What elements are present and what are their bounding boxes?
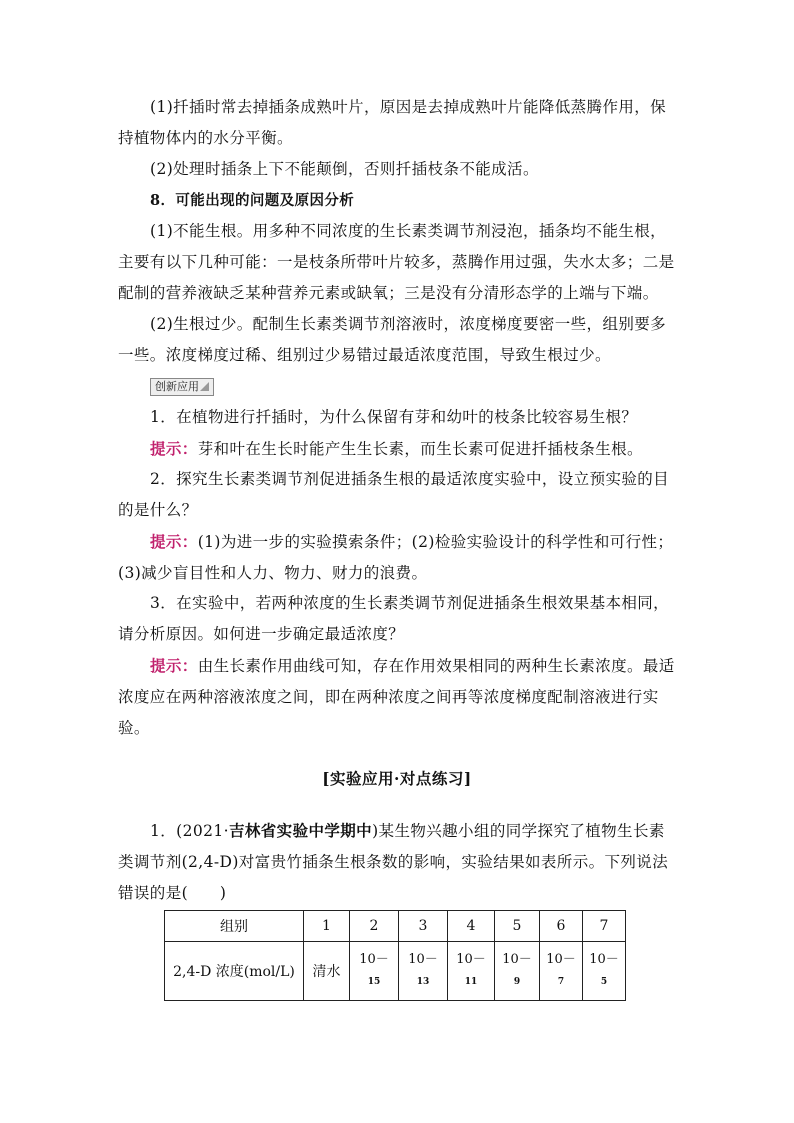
concentration-exponent: 13 bbox=[416, 977, 430, 987]
answer-3 bbox=[118, 650, 678, 744]
concentration-base: 10－ bbox=[546, 952, 576, 967]
table-row bbox=[165, 942, 626, 1001]
concentration-exponent: 15 bbox=[367, 977, 381, 987]
hint-label: 提示： bbox=[150, 656, 198, 675]
table-cell: 6 bbox=[540, 911, 583, 942]
concentration-base: 10－ bbox=[502, 952, 532, 967]
table-cell bbox=[350, 942, 399, 1001]
table-cell bbox=[495, 942, 540, 1001]
table-cell: 5 bbox=[495, 911, 540, 942]
concentration-exponent: 7 bbox=[557, 977, 565, 987]
concentration-base: 10－ bbox=[359, 952, 389, 967]
concentration-base: 10－ bbox=[456, 952, 486, 967]
badge-label: 创新应用 bbox=[155, 380, 199, 393]
innovation-badge bbox=[150, 378, 214, 396]
table-header-cell: 组别 bbox=[165, 911, 304, 942]
badge-corner-icon bbox=[200, 382, 209, 391]
question-stem: )某生物兴趣小组的同学探究了植物生长素类调节剂(2,4-D)对富贵竹插条生根条数的影响，实验结果如表所示。下列说法错误的是( ) bbox=[118, 822, 669, 902]
hint-label: 提示： bbox=[150, 439, 198, 458]
answer-text: (1)为进一步的实验摸索条件；(2)检验实验设计的科学性和可行性；(3)减少盲目性和人力、物力、财力的浪费。 bbox=[118, 533, 674, 582]
table-cell: 7 bbox=[583, 911, 626, 942]
section-8-paragraph-1: (1)不能生根。用多种不同浓度的生长素类调节剂浸泡，插条均不能生根，主要有以下几种可能：一是枝条所带叶片较多，蒸腾作用过强，失水太多；二是配制的营养液缺乏某种营养元素或缺氧；三是没有分清形态学的上端与下端。 bbox=[118, 222, 675, 302]
answer-1 bbox=[118, 433, 678, 465]
question-2: 2．探究生长素类调节剂促进插条生根的最适浓度实验中，设立预实验的目的是什么？ bbox=[118, 470, 670, 519]
answer-2 bbox=[118, 526, 678, 589]
table-cell: 4 bbox=[448, 911, 495, 942]
table-cell: 2 bbox=[350, 911, 399, 942]
concentration-exponent: 5 bbox=[600, 977, 608, 987]
table-header-cell: 2,4-D 浓度(mol/L) bbox=[165, 942, 304, 1001]
table-cell bbox=[583, 942, 626, 1001]
section-8-heading: 8．可能出现的问题及原因分析 bbox=[150, 192, 355, 209]
experiment-table bbox=[164, 910, 626, 1001]
concentration-base: 10－ bbox=[408, 952, 438, 967]
note-1: (1)扦插时常去掉插条成熟叶片，原因是去掉成熟叶片能降低蒸腾作用，保持植物体内的水分平衡。 bbox=[118, 98, 667, 147]
question-source: 吉林省实验中学期中 bbox=[228, 821, 373, 840]
table-cell: 3 bbox=[399, 911, 448, 942]
answer-text: 芽和叶在生长时能产生生长素，而生长素可促进扦插枝条生根。 bbox=[197, 440, 643, 458]
table-cell bbox=[540, 942, 583, 1001]
note-2: (2)处理时插条上下不能颠倒，否则扦插枝条不能成活。 bbox=[150, 160, 539, 178]
exercise-question-1 bbox=[118, 815, 678, 909]
answer-text: 由生长素作用曲线可知，存在作用效果相同的两种生长素浓度。最适浓度应在两种溶液浓度之间，即在两种浓度之间再等浓度梯度配制溶液进行实验。 bbox=[118, 657, 675, 737]
table-cell: 清水 bbox=[304, 942, 350, 1001]
question-prefix: 1．(2021· bbox=[150, 822, 229, 840]
question-3: 3．在实验中，若两种浓度的生长素类调节剂促进插条生根效果基本相同，请分析原因。如何进一步确定最适浓度？ bbox=[118, 594, 670, 643]
concentration-base: 10－ bbox=[589, 952, 619, 967]
table-cell bbox=[448, 942, 495, 1001]
hint-label: 提示： bbox=[150, 532, 198, 551]
concentration-exponent: 11 bbox=[464, 977, 478, 987]
practice-section-title: [实验应用·对点练习] bbox=[322, 769, 472, 788]
table-cell: 1 bbox=[304, 911, 350, 942]
section-8-paragraph-2: (2)生根过少。配制生长素类调节剂溶液时，浓度梯度要密一些，组别要多一些。浓度梯度过稀、组别过少易错过最适浓度范围，导致生根过少。 bbox=[118, 315, 667, 364]
table-cell bbox=[399, 942, 448, 1001]
question-1: 1．在植物进行扦插时，为什么保留有芽和幼叶的枝条比较容易生根？ bbox=[150, 408, 638, 426]
table-row bbox=[165, 911, 626, 942]
concentration-exponent: 9 bbox=[513, 977, 521, 987]
